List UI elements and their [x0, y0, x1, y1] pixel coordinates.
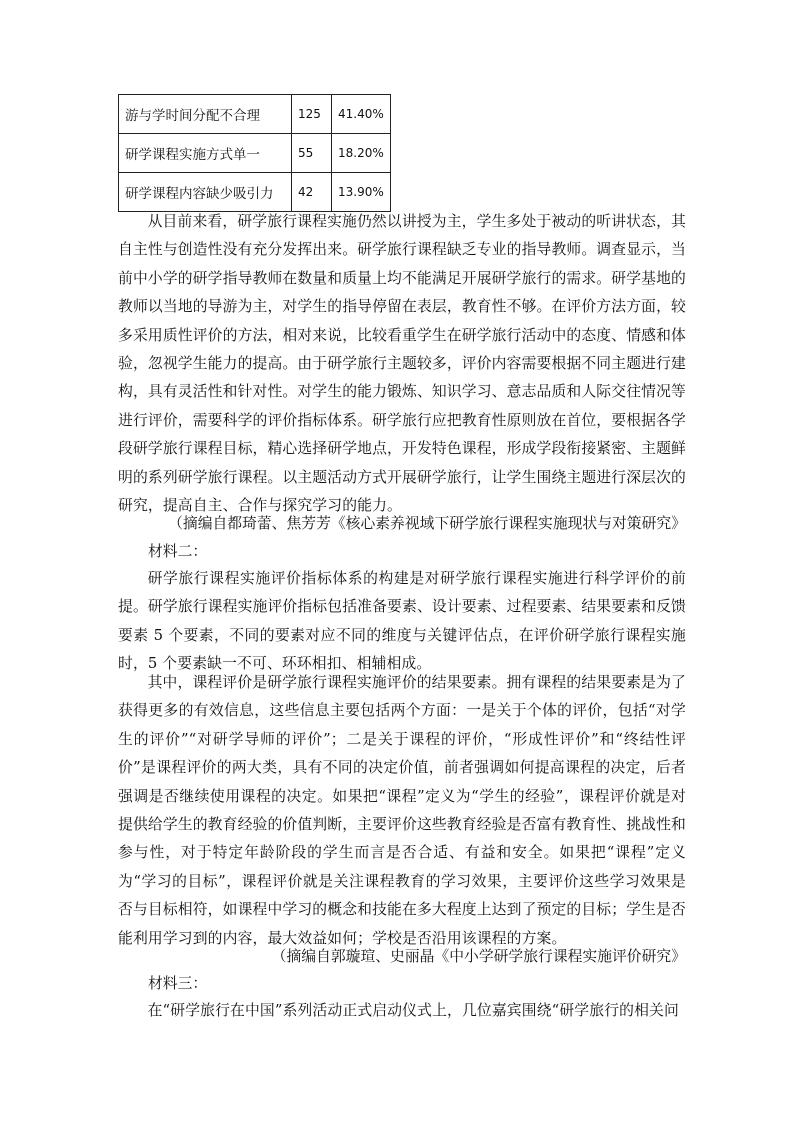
table-cell-count: 125: [292, 95, 332, 134]
table-row: [119, 134, 391, 173]
table-cell-percent: 18.20%: [332, 134, 391, 173]
table-cell-percent: 13.90%: [332, 173, 391, 212]
paragraph: 其中，课程评价是研学旅行课程实施评价的结果要素。拥有课程的结果要素是为了获得更多的有效信息，这些信息主要包括两个方面：一是关于个体的评价，包括“对学生的评价”“对研学导师的评价”；二是关于课程的评价，“形成性评价”和“终结性评价”是课程评价的两大类，具有不同的决定价值，前者强调如何提高课程的决定，后者强调是否继续使用课程的决定。如果把“课程”定义为“学生的经验”，课程评价就是对提供给学生的教育经验的价值判断，主要评价这些教育经验是否富有教育性、挑战性和参与性，对于特定年龄阶段的学生而言是否合适、有益和安全。如果把“课程”定义为“学习的目标”，课程评价就是关注课程教育的学习效果，主要评价这些学习效果是否与目标相符，如课程中学习的概念和技能在多大程度上达到了预定的目标；学生是否能利用学习到的内容，最大效益如何；学校是否沿用该课程的方案。: [118, 674, 686, 947]
table-cell-item: 游与学时间分配不合理: [119, 95, 292, 134]
material-three-body: [118, 997, 686, 1025]
material-one-body: [118, 208, 686, 520]
material-two-body-2: [118, 669, 686, 953]
table-cell-count: 42: [292, 173, 332, 212]
table-row: [119, 95, 391, 134]
table-cell-count: 55: [292, 134, 332, 173]
paragraph: 在“研学旅行在中国”系列活动正式启动仪式上，几位嘉宾围绕“研学旅行的相关问: [147, 1002, 679, 1019]
material-two-heading: 材料二：: [148, 543, 208, 560]
table-cell-item: 研学课程内容缺少吸引力: [119, 173, 292, 212]
material-three-heading: 材料三：: [148, 975, 208, 992]
paragraph: 研学旅行课程实施评价指标体系的构建是对研学旅行课程实施进行科学评价的前提。研学旅行课程实施评价指标包括准备要素、设计要素、过程要素、结果要素和反馈要素 5 个要素，不同的要素对应不同的维度与关键评估点，在评价研学旅行课程实施时，5 个要素缺一不可、环环相扣、相辅相成。: [118, 570, 686, 673]
table-cell-item: 研学课程实施方式单一: [119, 134, 292, 173]
table-row: [119, 173, 391, 212]
paragraph: 从目前来看，研学旅行课程实施仍然以讲授为主，学生多处于被动的听讲状态，其自主性与创造性没有充分发挥出来。研学旅行课程缺乏专业的指导教师。调查显示，当前中小学的研学指导教师在数量和质量上均不能满足开展研学旅行的需求。研学基地的教师以当地的导游为主，对学生的指导停留在表层，教育性不够。在评价方法方面，较多采用质性评价的方法，相对来说，比较看重学生在研学旅行活动中的态度、情感和体验，忽视学生能力的提高。由于研学旅行主题较多，评价内容需要根据不同主题进行建构，具有灵活性和针对性。对学生的能力锻炼、知识学习、意志品质和人际交往情况等进行评价，需要科学的评价指标体系。研学旅行应把教育性原则放在首位，要根据各学段研学旅行课程目标，精心选择研学地点，开发特色课程，形成学段衔接紧密、主题鲜明的系列研学旅行课程。以主题活动方式开展研学旅行，让学生围绕主题进行深层次的研究，提高自主、合作与探究学习的能力。: [118, 213, 686, 515]
source-citation-one: （摘编自都琦蕾、焦芳芳《核心素养视域下研学旅行课程实施现状与对策研究》: [168, 515, 686, 532]
table-cell-percent: 41.40%: [332, 95, 391, 134]
material-two-body-1: [118, 565, 686, 679]
source-citation-two: （摘编自郭璇瑄、史丽晶《中小学研学旅行课程实施评价研究》: [271, 948, 686, 965]
survey-table: [118, 94, 391, 212]
